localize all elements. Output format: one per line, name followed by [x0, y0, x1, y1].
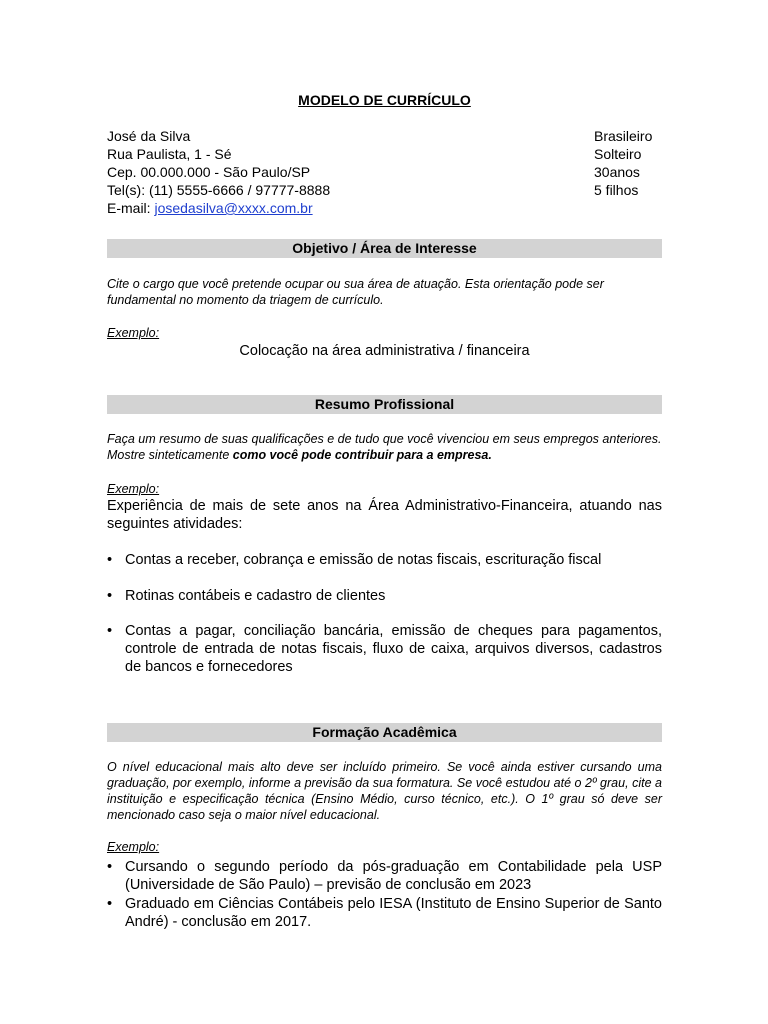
- objective-example-label: Exemplo:: [107, 326, 160, 340]
- education-example-label: Exemplo:: [107, 840, 160, 854]
- contact-marital-status: Solteiro: [594, 146, 642, 162]
- education-instruction: O nível educacional mais alto deve ser incluído primeiro. Se você ainda estiver cursando uma graduação, por exemplo, informe a previsão da sua formatura. Se você estudou até o 2º grau, cite a instituição e especificação técnica (Ensino Médio, curso técnico, etc.). O 1º grau só deve ser mencionado caso seja o maior nível educacional.: [107, 760, 662, 822]
- summary-instruction-bold: como você pode contribuir para a empresa.: [232, 448, 492, 462]
- contact-name: José da Silva: [107, 128, 191, 144]
- list-item: • Rotinas contábeis e cadastro de clientes: [107, 587, 662, 605]
- contact-cep: Cep. 00.000.000 - São Paulo/SP: [107, 164, 311, 180]
- summary-list: [107, 551, 662, 569]
- page-title: MODELO DE CURRÍCULO: [298, 92, 471, 108]
- contact-children: 5 filhos: [594, 182, 639, 198]
- list-item: • Contas a pagar, conciliação bancária, emissão de cheques para pagamentos, controle de entrada de notas fiscais, fluxo de caixa, arquivos diversos, cadastros de bancos e fornecedores: [107, 622, 662, 676]
- email-label: E-mail:: [107, 200, 155, 216]
- objective-heading: Objetivo / Área de Interesse: [107, 239, 662, 258]
- summary-instruction: [107, 431, 662, 463]
- contact-phones: Tel(s): (11) 5555-6666 / 97777-8888: [107, 182, 331, 198]
- summary-list: [107, 587, 662, 605]
- list-item: • Cursando o segundo período da pós-graduação em Contabilidade pela USP (Universidade de São Paulo) – previsão de conclusão em 2023: [107, 858, 662, 894]
- objective-example-text: Colocação na área administrativa / financeira: [239, 343, 530, 359]
- contact-nationality: Brasileiro: [594, 128, 653, 144]
- email-link[interactable]: josedasilva@xxxx.com.br: [154, 200, 313, 216]
- contact-address: Rua Paulista, 1 - Sé: [107, 146, 232, 162]
- education-list: [107, 858, 662, 931]
- summary-example-label: Exemplo:: [107, 482, 160, 496]
- contact-left: [107, 127, 330, 217]
- contact-age: 30anos: [594, 164, 640, 180]
- summary-instruction-text: Faça um resumo de suas qualificações e de tudo que você vivenciou em seus empregos anteriores. Mostre sinteticamente: [107, 432, 662, 462]
- education-heading: Formação Acadêmica: [107, 723, 662, 742]
- list-item: • Contas a receber, cobrança e emissão de notas fiscais, escrituração fiscal: [107, 551, 662, 569]
- summary-example-intro: Experiência de mais de sete anos na Área Administrativo-Financeira, atuando nas seguintes atividades:: [107, 498, 662, 532]
- list-item: • Graduado em Ciências Contábeis pelo IESA (Instituto de Ensino Superior de Santo André) - conclusão em 2017.: [107, 895, 662, 931]
- contact-email-line: [107, 199, 330, 217]
- summary-list: [107, 622, 662, 676]
- summary-heading: Resumo Profissional: [107, 395, 662, 414]
- objective-instruction: Cite o cargo que você pretende ocupar ou sua área de atuação. Esta orientação pode ser fundamental no momento da triagem de currículo.: [107, 277, 604, 307]
- contact-right: [594, 127, 652, 199]
